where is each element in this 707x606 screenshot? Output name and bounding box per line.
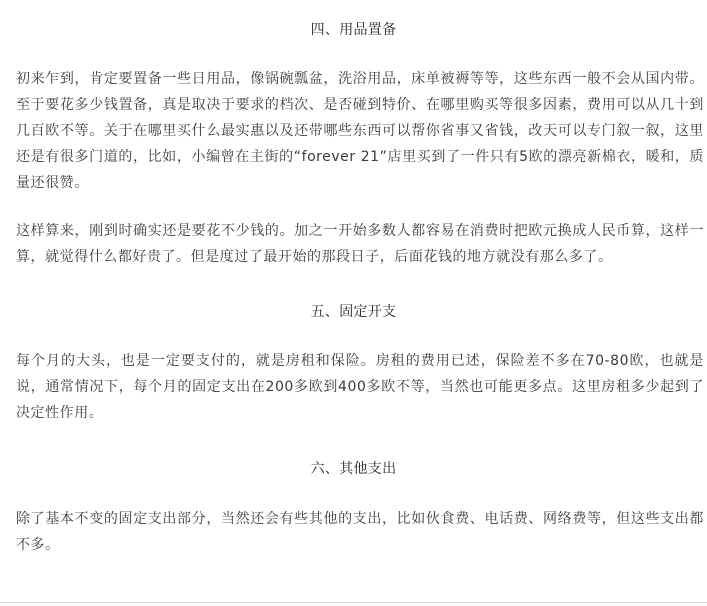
- paragraph-supplies: 初来乍到，肯定要置备一些日用品，像锅碗瓢盆，洗浴用品，床单被褥等等，这些东西一般不会从国内带。至于要花多少钱置备，真是取决于要求的档次、是否碰到特价、在哪里购买等很多因素，费用可以从几十到几百欧不等。关于在哪里买什么最实惠以及还带哪些东西可以帮你省事又省钱，改天可以专门叙一叙，这里还是有很多门道的，比如，小编曾在主街的“forever 21”店里买到了一件只有5欧的漂亮新棉衣，暖和，质量还很赞。: [16, 71, 704, 191]
- section-heading-other-expenses: 六、其他支出: [310, 461, 397, 477]
- section-heading-supplies: 四、用品置备: [310, 22, 397, 38]
- paragraph-initial-costs: 这样算来，刚到时确实还是要花不少钱的。加之一开始多数人都容易在消费时把欧元换成人民币算，这样一算，就觉得什么都好贵了。但是度过了最开始的那段日子，后面花钱的地方就没有那么多了。: [16, 223, 704, 265]
- bottom-divider: [0, 602, 707, 603]
- section-heading-fixed-expenses: 五、固定开支: [310, 304, 397, 320]
- paragraph-fixed-expenses: 每个月的大头，也是一定要支付的，就是房租和保险。房租的费用已述，保险差不多在70-80欧，也就是说，通常情况下，每个月的固定支出在200多欧到400多欧不等，当然也可能更多点。这里房租多少起到了决定性作用。: [16, 353, 704, 421]
- paragraph-other-expenses: 除了基本不变的固定支出部分，当然还会有些其他的支出，比如伙食费、电话费、网络费等，但这些支出都不多。: [16, 511, 704, 553]
